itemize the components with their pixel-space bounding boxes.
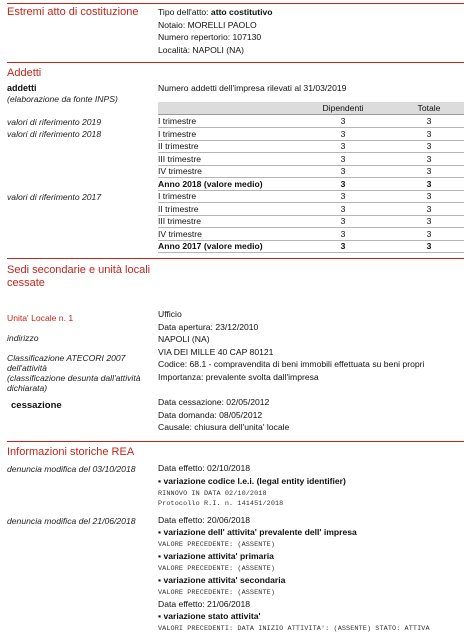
denuncia1-protocollo: Protocollo R.I. n. 141451/2018 xyxy=(158,500,284,508)
dipendenti-cell: 3 xyxy=(292,203,394,216)
ateco-label-line4: dichiarata) xyxy=(7,383,48,393)
unit-details xyxy=(158,308,424,383)
totale-cell: 3 xyxy=(394,140,464,153)
period-cell: Anno 2018 (valore medio) xyxy=(158,178,292,191)
section-title-addetti: Addetti xyxy=(7,67,42,79)
ateco-importanza: Importanza: prevalente svolta dall'impresa xyxy=(158,371,319,382)
totale-cell: 3 xyxy=(394,190,464,203)
denuncia2-var2-text: variazione attivita' primaria xyxy=(163,551,274,561)
denuncia2-mono4: VALORI PRECEDENTI: DATA INIZIO ATTIVITA': (ASSENTE) STATO: ATTIVA xyxy=(158,625,430,633)
denuncia2-var3-text: variazione attivita' secondaria xyxy=(163,575,286,585)
denuncia2-effetto: Data effetto: 20/06/2018 xyxy=(158,515,251,525)
dipendenti-cell: 3 xyxy=(292,215,394,228)
sedi-title-line1: Sedi secondarie e unità locali xyxy=(7,264,151,276)
tipo-atto-line xyxy=(158,6,273,19)
period-cell: III trimestre xyxy=(158,215,292,228)
addetti-intro: Numero addetti dell'impresa rilevati al 31/03/2019 xyxy=(158,83,347,93)
bullet-icon: ▪ xyxy=(158,476,162,486)
unit-city: NAPOLI (NA) xyxy=(158,334,210,344)
tipo-atto-label: Tipo dell'atto: xyxy=(158,7,211,17)
section-rule xyxy=(7,3,464,4)
unit-street: VIA DEI MILLE 40 CAP 80121 xyxy=(158,346,274,357)
section-rule xyxy=(7,62,464,63)
denuncia1-effetto: Data effetto: 02/10/2018 xyxy=(158,463,251,473)
denuncia2-var3 xyxy=(158,575,285,585)
period-cell: II trimestre xyxy=(158,203,292,216)
denuncia2-var4 xyxy=(158,611,261,621)
period-cell: III trimestre xyxy=(158,153,292,166)
section-rule xyxy=(7,441,464,442)
dipendenti-cell: 3 xyxy=(292,153,394,166)
notaio-line: Notaio: MORELLI PAOLO xyxy=(158,19,257,30)
column-header-dipendenti: Dipendenti xyxy=(292,102,394,115)
tipo-atto-value: atto costitutivo xyxy=(210,7,273,17)
period-cell: I trimestre xyxy=(158,190,292,203)
period-cell: I trimestre xyxy=(158,115,292,128)
unit-apertura: Data apertura: 23/12/2010 xyxy=(158,321,259,332)
column-header-totale: Totale xyxy=(394,102,464,115)
period-cell: I trimestre xyxy=(158,128,292,141)
reference-year-label: valori di riferimento 2017 xyxy=(7,191,102,202)
costituzione-details xyxy=(158,6,273,56)
ateco-code: Codice: 68.1 - compravendita di beni immobili effettuata su beni propri xyxy=(158,359,425,369)
section-title-rea: Informazioni storiche REA xyxy=(7,446,135,458)
dipendenti-cell: 3 xyxy=(292,140,394,153)
cessazione-causale: Causale: chiusura dell'unita' locale xyxy=(158,422,290,432)
totale-cell: 3 xyxy=(394,128,464,141)
repertorio-line: Numero repertorio: 107130 xyxy=(158,32,262,42)
section-rule xyxy=(7,258,464,259)
unit-type: Ufficio xyxy=(158,309,182,319)
addetti-label: addetti xyxy=(7,83,37,93)
addetti-sublabel: (elaborazione da fonte INPS) xyxy=(7,94,118,104)
denuncia1-rinnovo: RINNOVO IN DATA 02/10/2018 xyxy=(158,490,267,498)
dipendenti-cell: 3 xyxy=(292,115,394,128)
table-header-blank xyxy=(158,102,292,115)
cessazione-data: Data cessazione: 02/05/2012 xyxy=(158,397,270,407)
dipendenti-cell: 3 xyxy=(292,178,394,191)
dipendenti-cell: 3 xyxy=(292,128,394,141)
cessazione-details xyxy=(158,396,289,434)
ateco-label xyxy=(7,353,140,393)
ateco-label-line3: (classificazione desunta dall'attività xyxy=(7,373,141,383)
totale-cell: 3 xyxy=(394,215,464,228)
indirizzo-label: indirizzo xyxy=(7,333,39,343)
denuncia2-effetto2: Data effetto: 21/06/2018 xyxy=(158,599,251,609)
denuncia2-var2 xyxy=(158,551,274,561)
totale-cell: 3 xyxy=(394,203,464,216)
bullet-icon: ▪ xyxy=(158,527,162,537)
period-cell: II trimestre xyxy=(158,140,292,153)
period-cell: IV trimestre xyxy=(158,228,292,241)
section-title-sedi xyxy=(7,264,150,290)
period-cell: Anno 2017 (valore medio) xyxy=(158,240,292,253)
unit-label: Unita' Locale n. 1 xyxy=(7,313,74,323)
cessazione-label: cessazione xyxy=(11,400,62,411)
totale-cell: 3 xyxy=(394,240,464,253)
section-title-costituzione: Estremi atto di costituzione xyxy=(7,6,139,18)
denuncia2-var4-text: variazione stato attivita' xyxy=(163,611,261,621)
totale-cell: 3 xyxy=(394,153,464,166)
denuncia1-var-text: variazione codice l.e.i. (legal entity identifier) xyxy=(163,476,346,486)
ateco-label-line2: dell'attività xyxy=(7,363,47,373)
denuncia2-var1-text: variazione dell' attivita' prevalente dell' impresa xyxy=(163,527,357,537)
dipendenti-cell: 3 xyxy=(292,228,394,241)
totale-cell: 3 xyxy=(394,115,464,128)
localita-line: Località: NAPOLI (NA) xyxy=(158,44,244,55)
denuncia2-var1 xyxy=(158,527,357,537)
bullet-icon: ▪ xyxy=(158,575,162,585)
sedi-title-line2: cessate xyxy=(7,277,45,289)
denuncia1-label: denuncia modifica del 03/10/2018 xyxy=(7,464,136,474)
dipendenti-cell: 3 xyxy=(292,165,394,178)
reference-year-label: valori di riferimento 2019 xyxy=(7,116,102,127)
denuncia2-mono1: VALORE PRECEDENTE: (ASSENTE) xyxy=(158,541,276,549)
cessazione-domanda: Data domanda: 08/05/2012 xyxy=(158,409,263,420)
denuncia2-label: denuncia modifica del 21/06/2018 xyxy=(7,516,136,526)
totale-cell: 3 xyxy=(394,228,464,241)
bullet-icon: ▪ xyxy=(158,611,162,621)
denuncia2-mono2: VALORE PRECEDENTE: (ASSENTE) xyxy=(158,565,276,573)
denuncia2-mono3: VALORE PRECEDENTE: (ASSENTE) xyxy=(158,589,276,597)
dipendenti-cell: 3 xyxy=(292,240,394,253)
reference-year-label: valori di riferimento 2018 xyxy=(7,129,102,139)
totale-cell: 3 xyxy=(394,165,464,178)
ateco-label-line1: Classificazione ATECORI 2007 xyxy=(7,353,126,363)
dipendenti-cell: 3 xyxy=(292,190,394,203)
period-cell: IV trimestre xyxy=(158,165,292,178)
totale-cell: 3 xyxy=(394,178,464,191)
denuncia1-variazione xyxy=(158,476,346,486)
bullet-icon: ▪ xyxy=(158,551,162,561)
